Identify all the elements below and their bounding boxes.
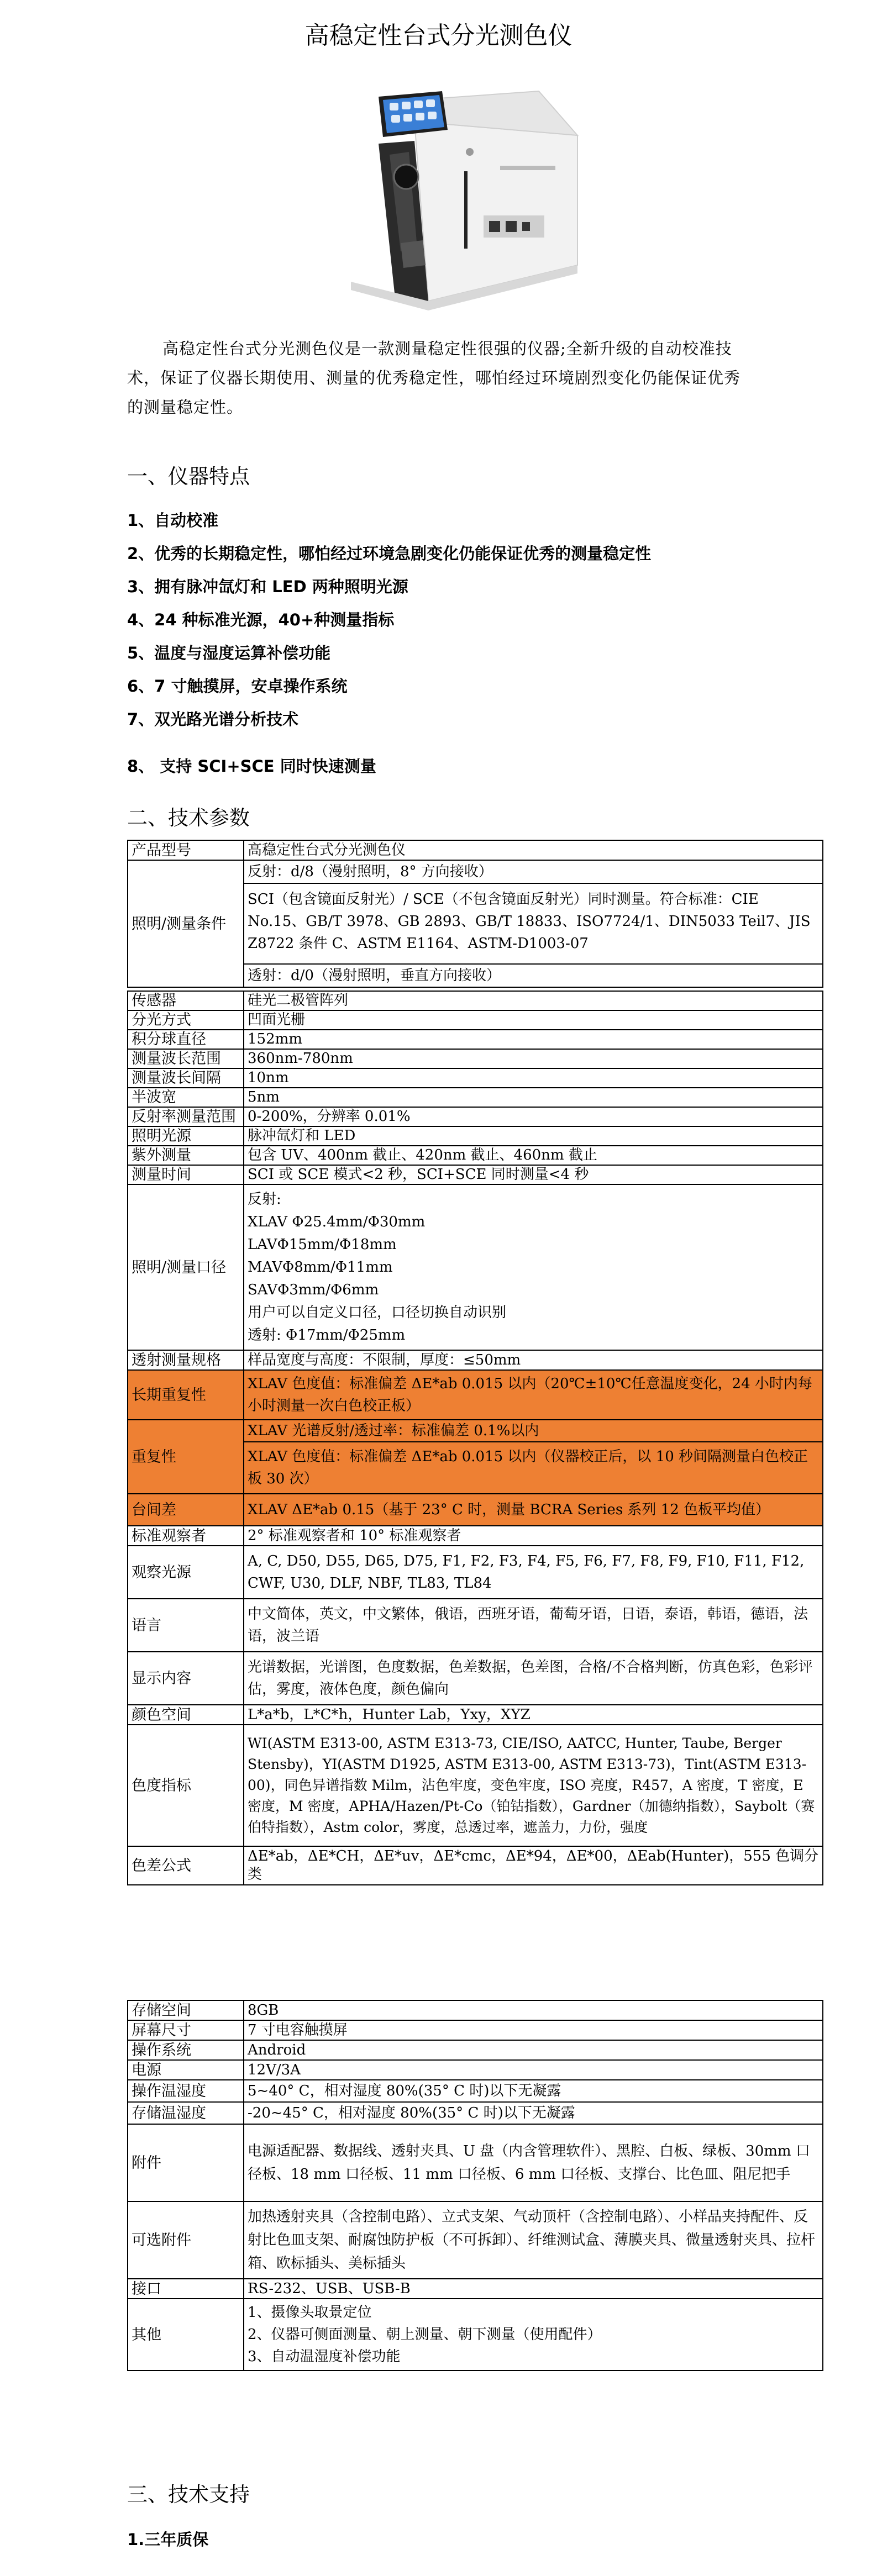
row-value: -20~45° C，相对湿度 80%(35° C 时)以下无凝露 xyxy=(244,2102,823,2124)
row-value: 凹面光栅 xyxy=(244,1010,823,1030)
spec-table-1 xyxy=(127,840,823,988)
table-row xyxy=(128,1725,823,1846)
row-value: 样品宽度与高度：不限制，厚度：≤50mm xyxy=(244,1350,823,1370)
row-label: 分光方式 xyxy=(128,1010,244,1030)
table-row xyxy=(128,840,823,860)
row-value: A, C, D50, D55, D65, D75, F1, F2, F3, F4, F5, F6, F7, F8, F9, F10, F11, F12, CWF, U30, DLF, NBF, TL83, TL84 xyxy=(244,1546,823,1599)
row-value: 2° 标准观察者和 10° 标准观察者 xyxy=(244,1526,823,1546)
table-row xyxy=(128,1010,823,1030)
row-label: 紫外测量 xyxy=(128,1146,244,1165)
row-value: Android xyxy=(244,2040,823,2060)
row-value: 硅光二极管阵列 xyxy=(244,991,823,1010)
table-row xyxy=(128,1420,823,1494)
row-value: 10nm xyxy=(244,1068,823,1088)
row-value: L*a*b，L*C*h，Hunter Lab，Yxy，XYZ xyxy=(244,1705,823,1725)
table-row xyxy=(128,1599,823,1652)
row-label: 电源 xyxy=(128,2060,244,2080)
row-value: SCI（包含镜面反射光）/ SCE（不包含镜面反射光）同时测量。符合标准：CIE No.15、GB/T 3978、GB 2893、GB/T 18833、ISO7724/1、DIN5033 Teil7、JIS Z8722 条件 C、ASTM E1164、ASTM-D1003-07 xyxy=(244,884,822,965)
aperture-line: 反射: xyxy=(248,1190,281,1208)
table-row xyxy=(128,2102,823,2124)
row-value: 5~40° C，相对湿度 80%(35° C 时)以下无凝露 xyxy=(244,2080,823,2102)
table-row xyxy=(128,1494,823,1526)
table-row xyxy=(128,2279,823,2299)
section-heading-support: 三、技术支持 xyxy=(127,2483,250,2506)
row-label: 长期重复性 xyxy=(128,1370,244,1420)
row-label: 测量波长范围 xyxy=(128,1049,244,1068)
row-label: 传感器 xyxy=(128,991,244,1010)
table-row xyxy=(128,2020,823,2040)
section-heading-features: 一、仪器特点 xyxy=(127,465,250,488)
row-label: 附件 xyxy=(128,2124,244,2201)
feature-item: 5、温度与湿度运算补偿功能 xyxy=(127,644,331,662)
app-icon xyxy=(426,99,435,107)
feature-item: 7、双光路光谱分析技术 xyxy=(127,710,299,729)
row-label: 色度指标 xyxy=(128,1725,244,1846)
row-value: XLAV 光谱反射/透过率：标准偏差 0.1%以内 xyxy=(244,1420,822,1442)
row-label: 测量时间 xyxy=(128,1165,244,1184)
row-value: 12V/3A xyxy=(244,2060,823,2080)
app-icon xyxy=(391,115,400,123)
app-icon xyxy=(416,113,424,120)
row-label: 操作系统 xyxy=(128,2040,244,2060)
row-label: 积分球直径 xyxy=(128,1030,244,1049)
row-value: 152mm xyxy=(244,1030,823,1049)
page-title: 高稳定性台式分光测色仪 xyxy=(304,22,573,50)
table-row xyxy=(128,2299,823,2370)
table-row xyxy=(128,1126,823,1146)
table-row xyxy=(128,1146,823,1165)
row-label: 测量波长间隔 xyxy=(128,1068,244,1088)
row-label: 照明光源 xyxy=(128,1126,244,1146)
table-row xyxy=(128,1350,823,1370)
row-value: 0-200%，分辨率 0.01% xyxy=(244,1107,823,1126)
table-row xyxy=(128,1652,823,1705)
table-row xyxy=(128,1068,823,1088)
table-row xyxy=(128,2040,823,2060)
other-line: 2、仪器可侧面测量、朝上测量、朝下测量（使用配件） xyxy=(248,2326,602,2343)
table-row xyxy=(128,1165,823,1184)
row-label: 语言 xyxy=(128,1599,244,1652)
row-label: 重复性 xyxy=(128,1420,244,1494)
spec-table-3 xyxy=(127,2000,823,2371)
row-label: 存储空间 xyxy=(128,2000,244,2020)
row-value: 包含 UV、400nm 截止、420nm 截止、460nm 截止 xyxy=(244,1146,823,1165)
row-value: 360nm-780nm xyxy=(244,1049,823,1068)
feature-item: 2、优秀的长期稳定性，哪怕经过环境急剧变化仍能保证优秀的测量稳定性 xyxy=(127,544,652,563)
feature-item: 4、24 种标准光源，40+种测量指标 xyxy=(127,610,395,629)
table-row xyxy=(128,1107,823,1126)
feature-item: 6、7 寸触摸屏，安卓操作系统 xyxy=(127,677,348,696)
instrument-image xyxy=(318,83,594,326)
feature-item: 3、拥有脉冲氙灯和 LED 两种照明光源 xyxy=(127,577,408,596)
table-row xyxy=(128,2124,823,2201)
row-value: 脉冲氙灯和 LED xyxy=(244,1126,823,1146)
aperture-line: MAVΦ8mm/Φ11mm xyxy=(248,1258,393,1276)
app-icon xyxy=(403,114,412,122)
table-row xyxy=(128,1088,823,1107)
row-label: 操作温湿度 xyxy=(128,2080,244,2102)
row-label: 台间差 xyxy=(128,1494,244,1526)
table-row xyxy=(128,860,823,987)
app-icon xyxy=(390,103,398,110)
table-row xyxy=(128,1705,823,1725)
aperture-line: SAVΦ3mm/Φ6mm xyxy=(248,1281,379,1298)
table-row xyxy=(128,1846,823,1885)
row-value: 7 寸电容触摸屏 xyxy=(244,2020,823,2040)
table-row xyxy=(128,2080,823,2102)
feature-item: 8、 支持 SCI+SCE 同时快速测量 xyxy=(127,757,376,776)
row-label: 其他 xyxy=(128,2299,244,2370)
row-value: XLAV 色度值：标准偏差 ΔE*ab 0.015 以内（仪器校正后，以 10 秒间隔测量白色校正板 30 次） xyxy=(248,1448,808,1487)
row-value: WI(ASTM E313-00, ASTM E313-73, CIE/ISO, AATCC, Hunter, Taube, Berger Stensby)，YI(ASTM D1925, ASTM E313-00, ASTM E313-73)，Tint(ASTM E313-00)，同色异谱指数 Milm，沾色牢度，变色牢度，ISO 亮度，R457，A 密度，T 密度，E 密度，M 密度，APHA/Hazen/Pt-Co（铂钴指数），Gardner（加德纳指数），Saybolt（赛伯特指数），Astm color，雾度，总透过率，遮盖力，力份，强度 xyxy=(244,1725,823,1846)
table-row xyxy=(128,991,823,1010)
row-label: 存储温湿度 xyxy=(128,2102,244,2124)
aperture-line: XLAV Φ25.4mm/Φ30mm xyxy=(248,1213,426,1230)
table-row xyxy=(128,2000,823,2020)
row-value: XLAV ΔE*ab 0.15（基于 23° C 时，测量 BCRA Series 系列 12 色板平均值） xyxy=(244,1494,823,1526)
row-label: 半波宽 xyxy=(128,1088,244,1107)
row-label: 色差公式 xyxy=(128,1846,244,1885)
row-value: SCI 或 SCE 模式<2 秒，SCI+SCE 同时测量<4 秒 xyxy=(244,1165,823,1184)
row-value: 光谱数据，光谱图，色度数据，色差数据，色差图，合格/不合格判断，仿真色彩，色彩评估，雾度，液体色度，颜色偏向 xyxy=(244,1652,823,1705)
table-row xyxy=(128,1546,823,1599)
row-value: 5nm xyxy=(244,1088,823,1107)
row-value: XLAV 色度值：标准偏差 ΔE*ab 0.015 以内（20℃±10℃任意温度变化，24 小时内每小时测量一次白色校正板） xyxy=(244,1370,823,1420)
row-value: 透射：d/0（漫射照明，垂直方向接收） xyxy=(248,967,501,984)
row-value: 电源适配器、数据线、透射夹具、U 盘（内含管理软件）、黑腔、白板、绿板、30mm 口径板、18 mm 口径板、11 mm 口径板、6 mm 口径板、支撑台、比色皿、阻尼把手 xyxy=(244,2124,823,2201)
app-icon xyxy=(428,112,437,119)
row-value: ΔE*ab，ΔE*CH，ΔE*uv，ΔE*cmc，ΔE*94，ΔE*00，ΔEab(Hunter)，555 色调分类 xyxy=(244,1846,823,1885)
row-label: 观察光源 xyxy=(128,1546,244,1599)
row-label: 照明/测量条件 xyxy=(128,860,244,987)
other-line: 1、摄像头取景定位 xyxy=(248,2304,372,2321)
row-label: 反射率测量范围 xyxy=(128,1107,244,1126)
row-label: 接口 xyxy=(128,2279,244,2299)
table-row xyxy=(128,1049,823,1068)
row-label: 可选附件 xyxy=(128,2201,244,2279)
table-row xyxy=(128,1184,823,1350)
support-item: 1.三年质保 xyxy=(127,2530,209,2549)
table-row xyxy=(128,2060,823,2080)
row-label: 标准观察者 xyxy=(128,1526,244,1546)
intro-paragraph: 高稳定性台式分光测色仪是一款测量稳定性很强的仪器;全新升级的自动校准技术，保证了仪器长期使用、测量的优秀稳定性，哪怕经过环境剧烈变化仍能保证优秀的测量稳定性。 xyxy=(127,339,741,417)
row-label: 产品型号 xyxy=(128,840,244,860)
spec-table-2 xyxy=(127,991,823,1885)
row-label: 颜色空间 xyxy=(128,1705,244,1725)
table-row xyxy=(128,1370,823,1420)
app-icon xyxy=(402,102,411,109)
aperture-line: 用户可以自定义口径，口径切换自动识别 xyxy=(248,1304,507,1321)
row-label: 屏幕尺寸 xyxy=(128,2020,244,2040)
aperture-line: LAVΦ15mm/Φ18mm xyxy=(248,1236,397,1253)
row-value: 中文简体，英文，中文繁体，俄语，西班牙语，葡萄牙语，日语，泰语，韩语，德语，法语，波兰语 xyxy=(244,1599,823,1652)
other-line: 3、自动温湿度补偿功能 xyxy=(248,2348,401,2365)
app-icon xyxy=(414,101,423,108)
row-label: 透射测量规格 xyxy=(128,1350,244,1370)
row-value: RS-232、USB、USB-B xyxy=(244,2279,823,2299)
row-label: 照明/测量口径 xyxy=(128,1184,244,1350)
row-value: 加热透射夹具（含控制电路）、立式支架、气动顶杆（含控制电路）、小样品夹持配件、反射比色皿支架、耐腐蚀防护板（不可拆卸）、纤维测试盒、薄膜夹具、微量透射夹具、拉杆箱、欧标插头、美标插头 xyxy=(244,2201,823,2279)
row-value: 反射：d/8（漫射照明，8° 方向接收） xyxy=(244,861,822,884)
row-value: 8GB xyxy=(244,2000,823,2020)
feature-item: 1、自动校准 xyxy=(127,511,219,530)
row-label: 显示内容 xyxy=(128,1652,244,1705)
table-row xyxy=(128,1526,823,1546)
section-heading-specs: 二、技术参数 xyxy=(127,806,250,830)
row-value: 高稳定性台式分光测色仪 xyxy=(244,840,823,860)
table-row xyxy=(128,2201,823,2279)
aperture-line: 透射: Φ17mm/Φ25mm xyxy=(248,1326,406,1344)
table-row xyxy=(128,1030,823,1049)
